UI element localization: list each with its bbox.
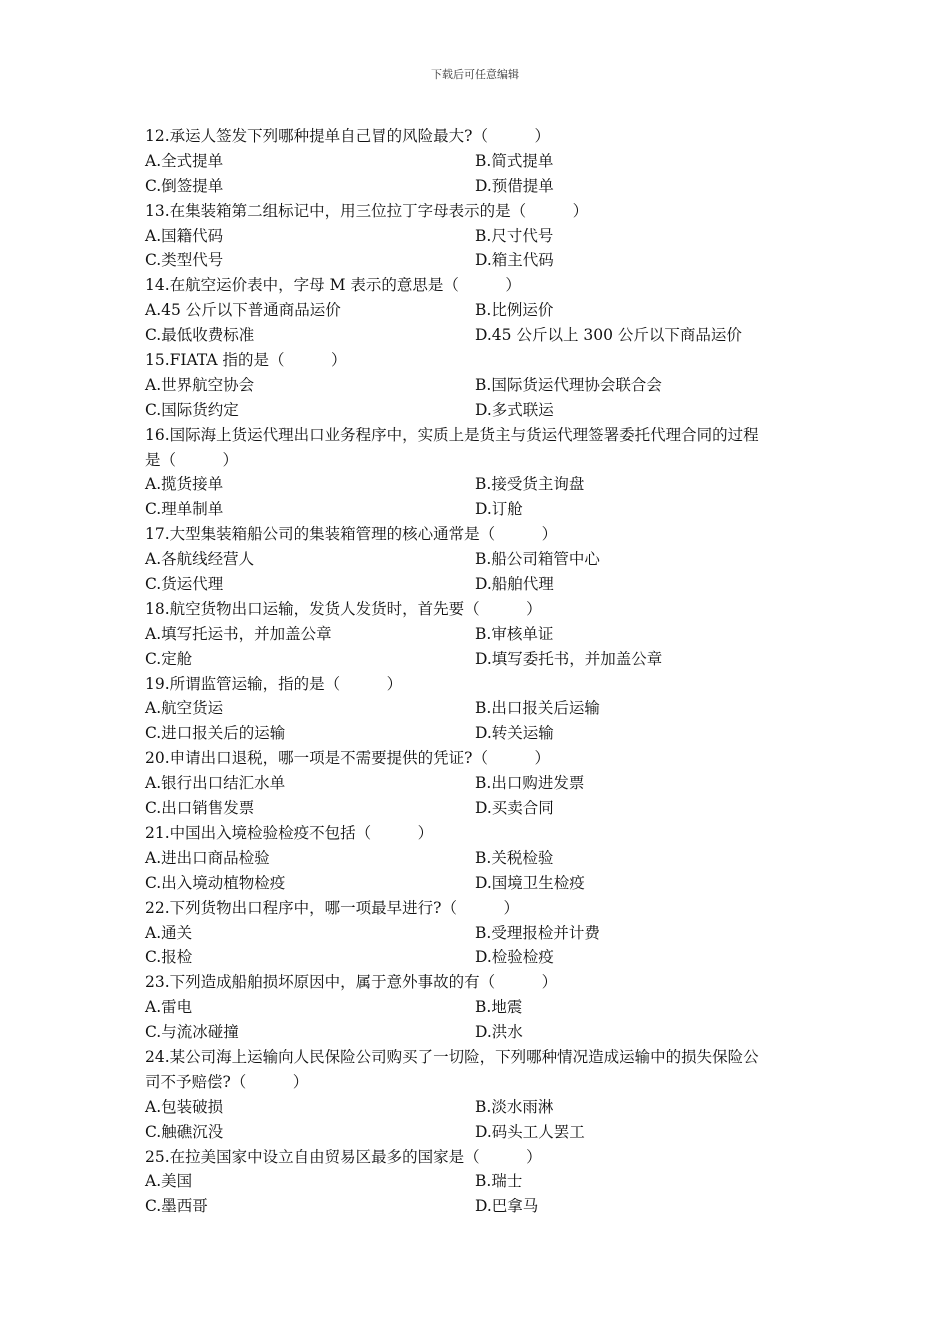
option-right: B.关税检验 [475,848,554,867]
option-right: B.国际货运代理协会联合会 [475,375,662,394]
option-row [145,497,825,522]
question-text [145,746,825,771]
option-row [145,1194,825,1219]
option-row [145,871,825,896]
option-left: C.触礁沉没 [145,1122,224,1141]
option-row [145,1095,825,1120]
option-right: B.比例运价 [475,301,554,320]
option-right: D.买卖合同 [475,799,554,818]
option-right: D.填写委托书，并加盖公章 [475,649,663,668]
option-row [145,398,825,423]
question-text-line: 18.航空货物出口运输，发货人发货时，首先要（ ） [145,599,542,618]
question-text-line: 22.下列货物出口程序中，哪一项最早进行?（ ） [145,898,519,917]
question-text [145,423,825,448]
option-right: D.检验检疫 [475,948,554,967]
option-left: C.国际货约定 [145,400,239,419]
option-row [145,323,825,348]
question-text-line: 17.大型集装箱船公司的集装箱管理的核心通常是（ ） [145,525,558,544]
option-right: B.接受货主询盘 [475,475,585,494]
option-right: B.审核单证 [475,624,554,643]
option-left: C.最低收费标准 [145,326,255,345]
option-row [145,796,825,821]
question-text [145,970,825,995]
option-row [145,373,825,398]
option-row [145,647,825,672]
option-left: C.墨西哥 [145,1197,208,1216]
option-left: A.填写托运书，并加盖公章 [145,624,332,643]
option-right: D.洪水 [475,1023,523,1042]
option-row [145,622,825,647]
option-left: C.进口报关后的运输 [145,724,286,743]
option-right: B.出口购进发票 [475,774,585,793]
question-text-line: 司不予赔偿?（ ） [145,1072,309,1091]
page-header: 下载后可任意编辑 [431,68,519,81]
option-left: C.货运代理 [145,575,224,594]
option-left: A.雷电 [145,998,193,1017]
option-right: D.巴拿马 [475,1197,539,1216]
option-left: A.美国 [145,1172,193,1191]
question-text-line: 24.某公司海上运输向人民保险公司购买了一切险，下列哪种情况造成运输中的损失保险公 [145,1047,759,1066]
option-left: A.航空货运 [145,699,224,718]
question-list [145,124,825,1219]
question-text-line: 23.下列造成船舶损坏原因中，属于意外事故的有（ ） [145,973,558,992]
option-row [145,696,825,721]
question-text [145,672,825,697]
option-right: B.淡水雨淋 [475,1097,554,1116]
option-right: D.转关运输 [475,724,554,743]
option-row [145,572,825,597]
question-text [145,522,825,547]
option-left: C.理单制单 [145,500,224,519]
option-left: A.银行出口结汇水单 [145,774,286,793]
option-row [145,771,825,796]
option-row [145,1169,825,1194]
option-row [145,149,825,174]
option-left: A.世界航空协会 [145,375,255,394]
option-row [145,721,825,746]
question-text [145,273,825,298]
question-text-line: 12.承运人签发下列哪种提单自己冒的风险最大?（ ） [145,127,550,145]
option-row [145,1120,825,1145]
option-left: C.与流冰碰撞 [145,1023,239,1042]
question-text [145,124,825,149]
option-right: B.地震 [475,998,523,1017]
option-left: C.类型代号 [145,251,224,270]
question-text-line: 13.在集装箱第二组标记中，用三位拉丁字母表示的是（ ） [145,201,589,220]
option-right: D.码头工人罢工 [475,1122,585,1141]
question-text-line: 20.申请出口退税，哪一项是不需要提供的凭证?（ ） [145,749,550,768]
option-left: A.各航线经营人 [145,550,255,569]
option-left: A.国籍代码 [145,226,224,245]
question-text [145,821,825,846]
option-row [145,174,825,199]
option-right: B.简式提单 [475,151,554,170]
option-left: A.揽货接单 [145,475,224,494]
option-left: A.45 公斤以下普通商品运价 [145,301,341,320]
option-right: D.45 公斤以上 300 公斤以下商品运价 [475,326,742,345]
option-right: B.船公司箱管中心 [475,550,600,569]
option-row [145,945,825,970]
question-text-line: 21.中国出入境检验检疫不包括（ ） [145,823,434,842]
option-right: D.多式联运 [475,400,554,419]
question-text-line: 16.国际海上货运代理出口业务程序中，实质上是货主与货运代理签署委托代理合同的过程 [145,425,759,444]
option-left: C.出入境动植物检疫 [145,873,286,892]
option-right: D.国境卫生检疫 [475,873,585,892]
question-text-line: 是（ ） [145,450,239,469]
option-left: C.倒签提单 [145,176,224,195]
option-row [145,1020,825,1045]
question-text [145,1145,825,1170]
option-right: B.受理报检并计费 [475,923,600,942]
option-left: A.通关 [145,923,193,942]
option-row [145,995,825,1020]
question-text [145,597,825,622]
option-row [145,224,825,249]
question-text-line: 19.所谓监管运输，指的是（ ） [145,674,403,693]
option-left: A.包装破损 [145,1097,224,1116]
question-text [145,348,825,373]
option-row [145,248,825,273]
option-right: D.预借提单 [475,176,554,195]
question-text [145,199,825,224]
question-text-line: 15.FIATA 指的是（ ） [145,351,347,370]
option-row [145,921,825,946]
option-row [145,846,825,871]
option-row [145,472,825,497]
question-text [145,1045,825,1070]
option-right: D.箱主代码 [475,251,554,270]
option-right: D.订舱 [475,500,523,519]
option-row [145,547,825,572]
question-text-line: 25.在拉美国家中设立自由贸易区最多的国家是（ ） [145,1147,542,1166]
question-text [145,896,825,921]
option-left: A.进出口商品检验 [145,848,270,867]
option-left: A.全式提单 [145,151,224,170]
option-left: C.报检 [145,948,193,967]
option-left: C.定舱 [145,649,193,668]
question-text [145,1070,825,1095]
question-text [145,448,825,473]
option-left: C.出口销售发票 [145,799,255,818]
option-right: D.船舶代理 [475,575,554,594]
question-text-line: 14.在航空运价表中，字母 M 表示的意思是（ ） [145,276,521,295]
option-right: B.瑞士 [475,1172,523,1191]
option-row [145,298,825,323]
option-right: B.出口报关后运输 [475,699,600,718]
option-right: B.尺寸代号 [475,226,554,245]
